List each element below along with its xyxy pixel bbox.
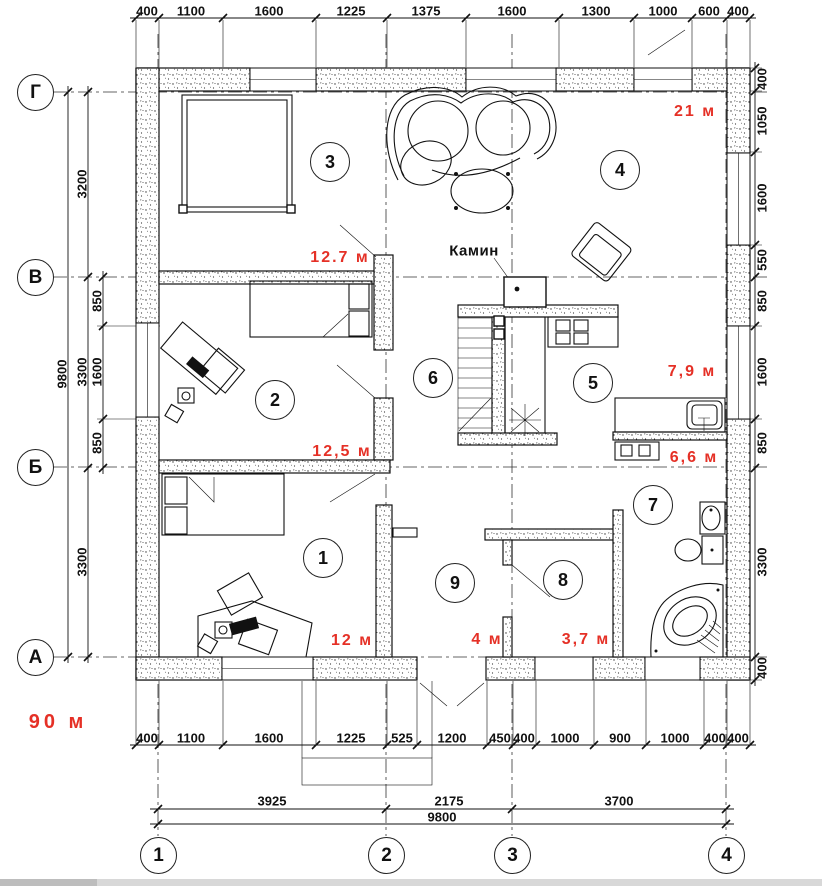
- room-1-number: [303, 538, 343, 578]
- dim-bottom-8: 1000: [550, 730, 580, 746]
- dim-bottom-10: 1000: [660, 730, 690, 746]
- dim-left-span-0: 3200: [74, 169, 90, 199]
- dim-bottom-12: 400: [727, 730, 749, 746]
- dim-bottom-0: 400: [136, 730, 158, 746]
- axis-col-4: [708, 837, 745, 874]
- room-2-area: 12,5 м: [312, 443, 372, 460]
- dim-left-span-2: 3300: [74, 547, 90, 577]
- dimension-lines: [64, 14, 759, 828]
- dim-right-7: 3300: [754, 547, 770, 577]
- dim-left-inner-2: 850: [89, 432, 105, 454]
- screen-bottom-edge-dark: [0, 879, 97, 886]
- dim-top-3: 1225: [336, 3, 366, 19]
- dim-right-8: 400: [754, 657, 770, 679]
- room-3-number: [310, 142, 350, 182]
- axis-row-g: [17, 74, 54, 111]
- room-1-number-label: 1: [317, 547, 328, 568]
- room-6-number-label: 6: [427, 367, 438, 388]
- room-6-number: [413, 358, 453, 398]
- dim-top-1: 1100: [176, 3, 206, 19]
- room-5-number: [573, 363, 613, 403]
- dim-right-5: 1600: [754, 357, 770, 387]
- fireplace: [504, 277, 546, 307]
- stove: [548, 317, 618, 347]
- room-2-number: [255, 380, 295, 420]
- bed-room1: [162, 474, 284, 535]
- dim-top-2: 1600: [254, 3, 284, 19]
- porch: [302, 758, 432, 785]
- axis-col-3: [494, 837, 531, 874]
- screen-bottom-edge: [97, 879, 822, 886]
- dim-left-inner-1: 1600: [89, 357, 105, 387]
- dim-bottom-7: 400: [513, 730, 535, 746]
- room-4-number-label: 4: [614, 159, 625, 180]
- bathroom-fixtures: [651, 502, 726, 657]
- dim-bottom-2: 1600: [254, 730, 284, 746]
- coffee-table: [451, 169, 513, 213]
- room-5-area: 7,9 м: [667, 363, 717, 380]
- dim-top-5: 1600: [497, 3, 527, 19]
- dim-top-6: 1300: [581, 3, 611, 19]
- room-7-area: 6,6 м: [669, 449, 719, 466]
- axis-row-v: [17, 259, 54, 296]
- room-1-area: 12 м: [330, 632, 374, 649]
- dim-bottom-5: 1200: [437, 730, 467, 746]
- axis-col-4-label: 4: [721, 844, 732, 866]
- axis-col-3-label: 3: [507, 844, 518, 866]
- room-8-number-label: 8: [557, 569, 568, 590]
- room-3-area: 12.7 м: [310, 249, 370, 266]
- axis-col-2-label: 2: [381, 844, 392, 866]
- room-3-number-label: 3: [324, 151, 335, 172]
- dim-right-4: 850: [754, 290, 770, 312]
- dim-right-2: 1600: [754, 183, 770, 213]
- axis-col-1-label: 1: [153, 844, 164, 866]
- room-4-number: [600, 150, 640, 190]
- room-4-area: 21 м: [673, 103, 717, 120]
- desk-room2: [161, 322, 245, 423]
- bathroom-sink: [700, 502, 725, 534]
- dim-left-span-1: 3300: [74, 357, 90, 387]
- dim-total-width: 9800: [427, 809, 457, 825]
- dim-top-8: 600: [698, 3, 720, 19]
- dim-top-7: 1000: [648, 3, 678, 19]
- room-9-number: [435, 563, 475, 603]
- dim-bottom-1: 1100: [176, 730, 206, 746]
- dim-span-0: 3925: [257, 793, 287, 809]
- dim-right-3: 550: [754, 249, 770, 271]
- axis-col-2: [368, 837, 405, 874]
- room-8-area: 3,7 м: [561, 631, 611, 648]
- sofa: [387, 87, 556, 193]
- dim-bottom-6: 450: [489, 730, 511, 746]
- dim-top-9: 400: [727, 3, 749, 19]
- dim-right-1: 1050: [754, 106, 770, 136]
- axis-row-a: [17, 639, 54, 676]
- axis-row-v-label: В: [28, 266, 43, 288]
- corner-bathtub: [651, 584, 726, 657]
- toilet: [675, 536, 723, 564]
- room-7-number-label: 7: [647, 494, 658, 515]
- dim-bottom-9: 900: [609, 730, 631, 746]
- desk-room1: [198, 573, 312, 657]
- dim-top-0: 400: [136, 3, 158, 19]
- axis-row-a-label: А: [28, 646, 43, 668]
- axis-col-1: [140, 837, 177, 874]
- axis-row-b-label: Б: [28, 456, 43, 478]
- dim-span-1: 2175: [434, 793, 464, 809]
- axis-row-g-label: Г: [30, 81, 41, 103]
- dim-left-inner-0: 850: [89, 290, 105, 312]
- washing-machine: [615, 442, 659, 460]
- room-5-number-label: 5: [587, 372, 598, 393]
- dim-top-4: 1375: [411, 3, 441, 19]
- dim-bottom-3: 1225: [336, 730, 366, 746]
- dim-right-6: 850: [754, 432, 770, 454]
- dim-right-0: 400: [754, 68, 770, 90]
- kitchen-sink-symbol: [509, 404, 541, 436]
- room-2-number-label: 2: [269, 389, 280, 410]
- axis-row-b: [17, 449, 54, 486]
- counter-with-sink: [615, 398, 725, 432]
- bed-room2: [250, 281, 372, 337]
- dim-bottom-4: 525: [391, 730, 413, 746]
- fireplace-label: Камин: [449, 242, 499, 260]
- bed-room3: [179, 95, 295, 213]
- dim-bottom-11: 400: [704, 730, 726, 746]
- room-7-number: [633, 485, 673, 525]
- dim-left-total: 9800: [54, 359, 70, 389]
- dim-span-2: 3700: [604, 793, 634, 809]
- room-9-number-label: 9: [449, 572, 460, 593]
- room-8-number: [543, 560, 583, 600]
- room-9-area: 4 м: [471, 631, 503, 648]
- total-area-label: 90 м: [28, 711, 88, 733]
- armchair: [570, 221, 632, 282]
